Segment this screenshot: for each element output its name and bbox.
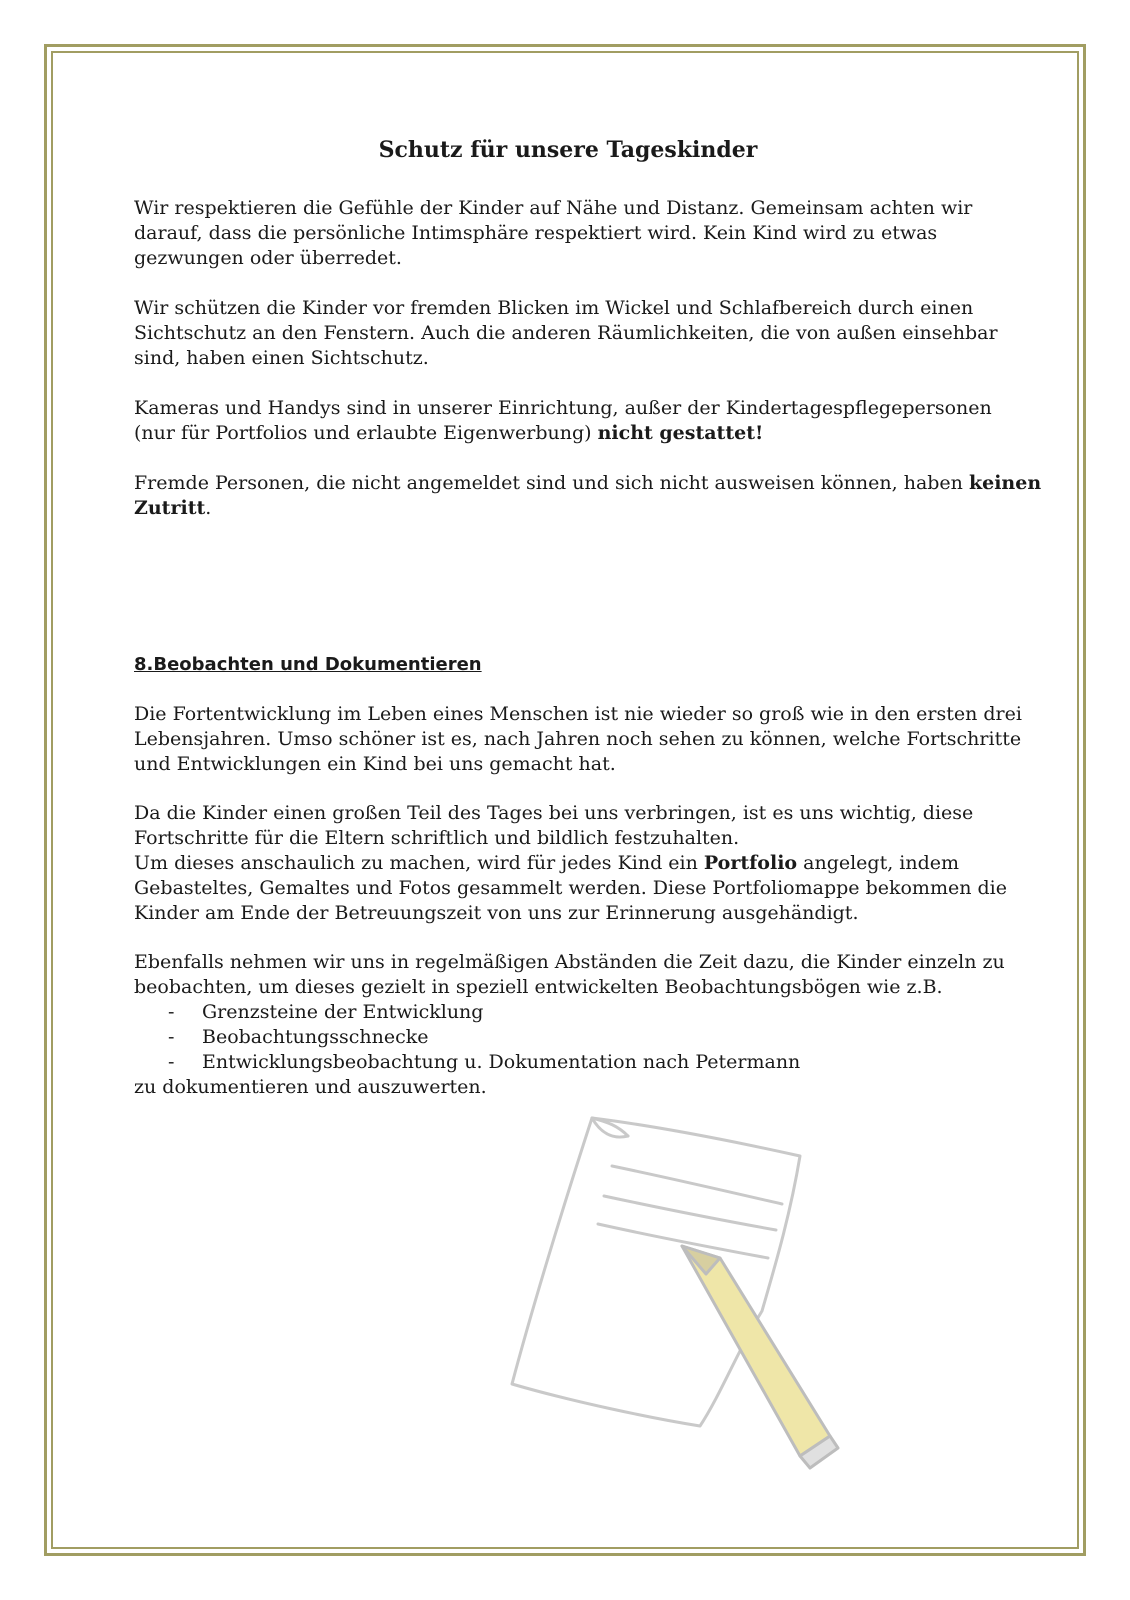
list-item bbox=[134, 1000, 800, 1025]
page-title: Schutz für unsere Tageskinder bbox=[378, 137, 758, 163]
text-run: . bbox=[205, 497, 212, 519]
paragraph-line: gezwungen oder überredet. bbox=[134, 247, 402, 269]
paragraph-line: Lebensjahren. Umso schöner ist es, nach Jahren noch sehen zu können, welche Fortschritte bbox=[134, 728, 1022, 750]
paragraph-line bbox=[134, 496, 1014, 521]
paragraph-development bbox=[134, 702, 1022, 777]
paragraph-privacy-screen bbox=[134, 296, 1014, 371]
paragraph-line bbox=[134, 421, 1014, 446]
paragraph-line: Da die Kinder einen großen Teil des Tages bei uns verbringen, ist es uns wichtig, diese bbox=[134, 802, 974, 824]
list-item-text: Grenzsteine der Entwicklung bbox=[202, 1001, 484, 1023]
paragraph-line: beobachten, um dieses gezielt in speziell entwickelten Beobachtungsbögen wie z.B. bbox=[134, 976, 943, 998]
paragraph-line: zu dokumentieren und auszuwerten. bbox=[134, 1076, 487, 1098]
emphasis-not-allowed: nicht gestattet! bbox=[597, 422, 764, 444]
text-run: Um dieses anschaulich zu machen, wird für jedes Kind ein bbox=[134, 852, 704, 874]
paragraph-line: Fortschritte für die Eltern schriftlich und bildlich festzuhalten. bbox=[134, 827, 740, 849]
paragraph-line bbox=[134, 471, 1042, 496]
paragraph-line bbox=[134, 851, 1014, 876]
list-item-text: Beobachtungsschnecke bbox=[202, 1026, 429, 1048]
paragraph-observation bbox=[134, 950, 1014, 1000]
emphasis-portfolio: Portfolio bbox=[703, 852, 798, 874]
paragraph-line: Wir respektieren die Gefühle der Kinder auf Nähe und Distanz. Gemeinsam achten wir bbox=[134, 197, 973, 219]
text-run: (nur für Portfolios und erlaubte Eigenwerbung) bbox=[134, 422, 598, 444]
paragraph-line: Sichtschutz an den Fenstern. Auch die anderen Räumlichkeiten, die von außen einsehbar bbox=[134, 322, 998, 344]
paragraph-feelings bbox=[134, 196, 1014, 271]
paragraph-strangers bbox=[134, 471, 1042, 521]
observation-methods-list bbox=[134, 1000, 800, 1075]
list-dash: - bbox=[168, 1051, 175, 1073]
list-item bbox=[134, 1025, 800, 1050]
paragraph-line: Kameras und Handys sind in unserer Einrichtung, außer der Kindertagespflegepersonen bbox=[134, 397, 992, 419]
list-dash: - bbox=[168, 1001, 175, 1023]
paragraph-line: Ebenfalls nehmen wir uns in regelmäßigen Abständen die Zeit dazu, die Kinder einzeln zu bbox=[134, 951, 1005, 973]
emphasis-access: Zutritt bbox=[134, 497, 206, 519]
paragraph-line: Gebasteltes, Gemaltes und Fotos gesammelt werden. Diese Portfoliomappe bekommen die bbox=[134, 877, 1007, 899]
paragraph-line: und Entwicklungen ein Kind bei uns gemacht hat. bbox=[134, 753, 616, 775]
paragraph-line: Wir schützen die Kinder vor fremden Blicken im Wickel und Schlafbereich durch einen bbox=[134, 297, 974, 319]
paragraph-cameras bbox=[134, 396, 1014, 446]
paragraph-line: darauf, dass die persönliche Intimsphäre respektiert wird. Kein Kind wird zu etwas bbox=[134, 222, 938, 244]
emphasis-no-access: keinen bbox=[968, 472, 1042, 494]
list-dash: - bbox=[168, 1026, 175, 1048]
paragraph-line: sind, haben einen Sichtschutz. bbox=[134, 347, 429, 369]
text-run: angelegt, indem bbox=[797, 852, 960, 874]
paragraph-line: Die Fortentwicklung im Leben eines Menschen ist nie wieder so groß wie in den ersten drei bbox=[134, 703, 1022, 725]
paragraph-portfolio bbox=[134, 801, 1014, 926]
text-run: Fremde Personen, die nicht angemeldet sind und sich nicht ausweisen können, haben bbox=[134, 472, 969, 494]
section-heading: 8.Beobachten und Dokumentieren bbox=[134, 654, 482, 675]
list-item bbox=[134, 1050, 800, 1075]
list-item-text: Entwicklungsbeobachtung u. Dokumentation nach Petermann bbox=[202, 1051, 801, 1073]
paragraph-line: Kinder am Ende der Betreuungszeit von uns zur Erinnerung ausgehändigt. bbox=[134, 902, 859, 924]
paper-and-pencil-icon bbox=[500, 1096, 880, 1486]
